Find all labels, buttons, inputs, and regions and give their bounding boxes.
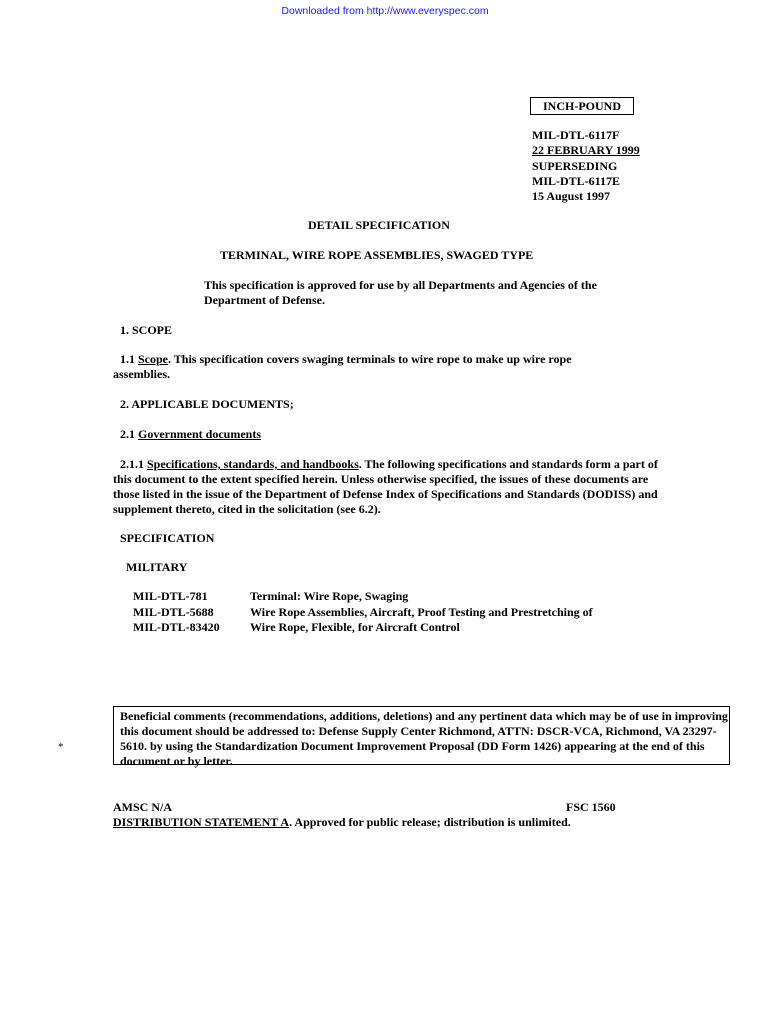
spec-title: Terminal: Wire Rope, Swaging <box>250 589 409 603</box>
military-heading: MILITARY <box>126 560 188 574</box>
superseding-label: SUPERSEDING <box>532 158 618 173</box>
superseded-document-number: MIL-DTL-6117E <box>532 173 621 188</box>
beneficial-comments-box: Beneficial comments (recommendations, additions, deletions) and any pertinent data which may be of use in improving this document should be addressed to: Defense Supply Center Richmond, ATTN: DSCR-VCA, Richmond, VA 23297-5610. by using the Standardization Document Improvement Proposal (DD Form 1426) appearing at the end of this document or by letter. <box>113 706 730 765</box>
scope-paragraph-text: . This specification covers swaging terminals to wire rope to make up wire rope assemblies. <box>113 352 572 381</box>
section-2-heading: 2. APPLICABLE DOCUMENTS; <box>120 397 294 411</box>
spec-title: Wire Rope Assemblies, Aircraft, Proof Testing and Prestretching of <box>250 604 593 619</box>
amsc-number: AMSC N/A <box>113 800 172 814</box>
document-identifier-block <box>532 128 640 204</box>
document-title: DETAIL SPECIFICATION <box>308 218 450 232</box>
specifications-paragraph <box>113 457 663 517</box>
government-documents-number: 2.1 <box>120 427 135 441</box>
section-1-heading: 1. SCOPE <box>120 323 173 337</box>
spec-id: MIL-DTL-83420 <box>133 620 220 634</box>
document-number: MIL-DTL-6117F <box>532 128 620 142</box>
distribution-statement-title: DISTRIBUTION STATEMENT A <box>113 815 290 829</box>
government-documents-heading <box>120 427 261 442</box>
spec-id: MIL-DTL-781 <box>133 589 208 603</box>
specifications-paragraph-text: . The following specifications and standards form a part of this document to the extent specified herein. Unless otherwise specified, the issues of these documents are those listed in the issue of the Department of Defense Index of Specifications and Standards (DODISS) and supplement thereto, cited in the solicitation (see 6.2). <box>113 457 658 516</box>
specifications-paragraph-title: Specifications, standards, and handbooks <box>147 457 359 471</box>
distribution-statement-text: . Approved for public release; distribution is unlimited. <box>289 815 571 829</box>
spec-id: MIL-DTL-5688 <box>133 604 214 619</box>
scope-paragraph <box>113 352 613 382</box>
scope-paragraph-title: Scope <box>138 352 168 366</box>
spec-title: Wire Rope, Flexible, for Aircraft Control <box>250 620 460 634</box>
referenced-specifications-list <box>133 589 593 636</box>
download-source-link[interactable]: Downloaded from http://www.everyspec.com <box>281 5 489 17</box>
fsc-code: FSC 1560 <box>566 800 616 814</box>
change-marker: * <box>58 741 64 753</box>
government-documents-title: Government documents <box>138 427 261 441</box>
inch-pound-box: INCH-POUND <box>530 97 634 115</box>
scope-paragraph-number: 1.1 <box>120 352 135 366</box>
spec-row <box>133 589 593 605</box>
document-date: 22 FEBRUARY 1999 <box>532 143 640 158</box>
distribution-statement <box>113 815 571 830</box>
spec-row <box>133 605 593 621</box>
approval-statement: This specification is approved for use by all Departments and Agencies of the Department of Defense. <box>204 278 597 307</box>
document-subject: TERMINAL, WIRE ROPE ASSEMBLIES, SWAGED TYPE <box>220 248 534 262</box>
specification-heading: SPECIFICATION <box>120 531 215 545</box>
superseded-document-date: 15 August 1997 <box>532 189 611 204</box>
spec-row <box>133 620 593 636</box>
specifications-paragraph-number: 2.1.1 <box>120 457 144 471</box>
